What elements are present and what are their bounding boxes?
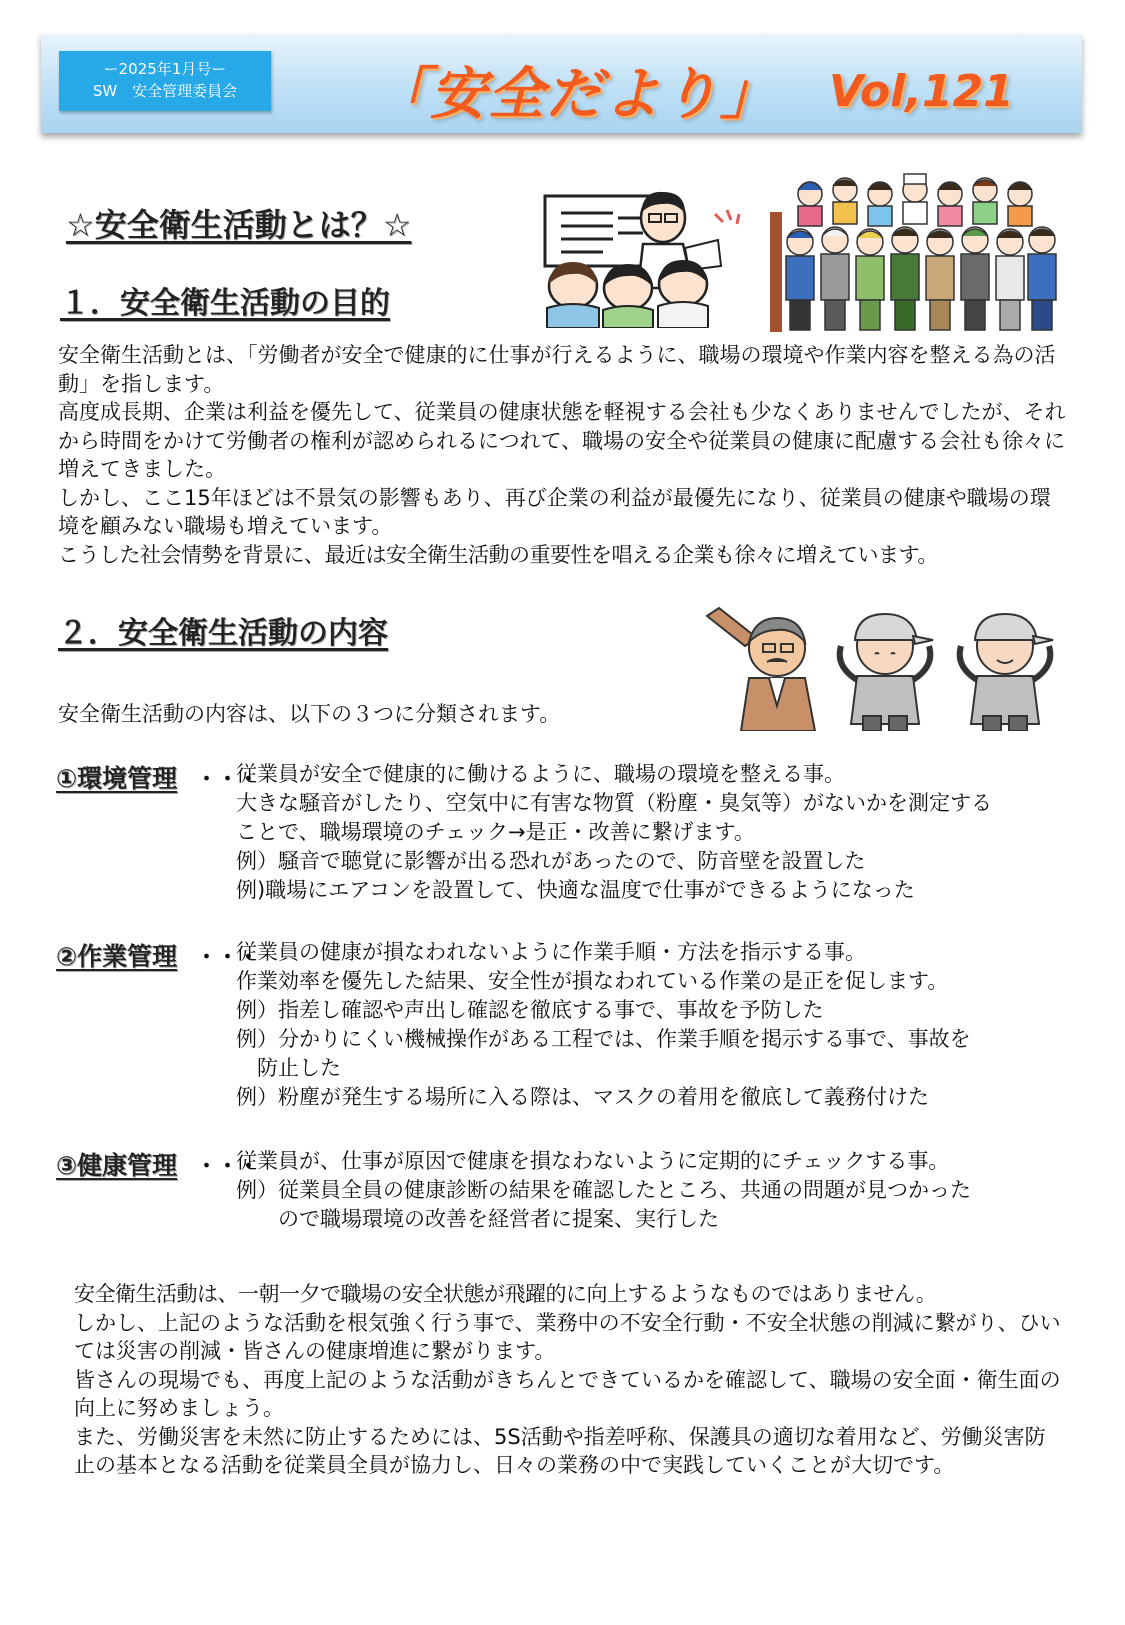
item-line: ことで、職場環境のチェック→是正・改善に繋げます。 <box>236 820 755 844</box>
committee-name: SW 安全管理委員会 <box>92 82 238 100</box>
item-line: 例）粉塵が発生する場所に入る際は、マスクの着用を徹底して義務付けた <box>236 1085 929 1109</box>
item-line: 大きな騒音がしたり、空気中に有害な物質（粉塵・臭気等）がないかを測定する <box>236 791 992 815</box>
item-line: 例)職場にエアコンを設置して、快適な温度で仕事ができるようになった <box>236 878 915 902</box>
item-label-health: ③健康管理 <box>56 1151 178 1180</box>
newsletter-title: 「安全だより」 <box>372 62 778 127</box>
item-line: 従業員が、仕事が原因で健康を損なわないように定期的にチェックする事。 <box>236 1149 950 1173</box>
item-separator: ・・・ <box>196 945 259 969</box>
issue-date: ー2025年1月号ー <box>103 60 227 78</box>
item-line: 例）指差し確認や声出し確認を徹底する事で、事故を予防した <box>236 998 824 1022</box>
item-text-work <box>236 938 971 1112</box>
item-line: 防止した <box>236 1056 341 1080</box>
item-line: 例）騒音で聴覚に影響が出る恐れがあったので、防音壁を設置した <box>236 849 866 873</box>
section1-paragraph: 安全衛生活動とは、「労働者が安全で健康的に仕事が行えるように、職場の環境や作業内容を整える為の活動」を指します。 <box>58 343 1056 396</box>
issue-info-box <box>59 51 271 111</box>
section1-paragraph: しかし、ここ15年ほどは不景気の影響もあり、再び企業の利益が最優先になり、従業員の健康や職場の環境を顧みない職場も増えています。 <box>58 485 1051 538</box>
section1-paragraph: こうした社会情勢を背景に、最近は安全衛生活動の重要性を唱える企業も徐々に増えています。 <box>58 542 938 567</box>
main-heading: ☆安全衛生活動とは？☆ <box>66 206 412 244</box>
item-line: 例）従業員全員の健康診断の結果を確認したところ、共通の問題が見つかった <box>236 1178 971 1202</box>
item-text-environment <box>236 760 992 905</box>
item-separator: ・・・ <box>196 1154 259 1178</box>
item-text-health <box>236 1147 971 1234</box>
section2-heading: ２．安全衛生活動の内容 <box>58 616 388 651</box>
section1-body <box>58 341 1068 569</box>
item-label-environment: ①環境管理 <box>56 764 178 793</box>
workers-crowd-illustration <box>770 172 1070 332</box>
volume-number: Vol,121 <box>829 66 1014 117</box>
item-line: ので職場環境の改善を経営者に提案、実行した <box>236 1207 719 1231</box>
header-banner <box>41 34 1082 133</box>
closing-paragraph: また、労働災害を未然に防止するためには、5S活動や指差呼称、保護具の適切な着用など、労働災害防止の基本となる活動を従業員全員が協力し、日々の業務の中で実践していくことが大切です。 <box>74 1424 1046 1477</box>
item-line: 例）分かりにくい機械操作がある工程では、作業手順を掲示する事で、事故を <box>236 1027 971 1051</box>
section2-intro: 安全衛生活動の内容は、以下の３つに分類されます。 <box>58 702 561 726</box>
item-line: 作業効率を優先した結果、安全性が損なわれている作業の是正を促します。 <box>236 969 949 993</box>
supervisor-workers-illustration <box>705 606 1070 731</box>
item-line: 従業員の健康が損なわれないように作業手順・方法を指示する事。 <box>236 940 866 964</box>
section1-paragraph: 高度成長期、企業は利益を優先して、従業員の健康状態を軽視する会社も少なくありませんでしたが、それから時間をかけて労働者の権利が認められるにつれて、職場の安全や従業員の健康に配慮する会社も徐々に増えてきました。 <box>58 400 1066 481</box>
closing-paragraph: 安全衛生活動は、一朝一夕で職場の安全状態が飛躍的に向上するようなものではありません。 <box>74 1282 937 1306</box>
lecture-illustration <box>543 188 763 328</box>
item-line: 従業員が安全で健康的に働けるように、職場の環境を整える事。 <box>236 762 845 786</box>
closing-paragraph: しかし、上記のような活動を根気強く行う事で、業務中の不安全行動・不安全状態の削減に繋がり、ひいては災害の削減・皆さんの健康増進に繋がります。 <box>74 1310 1061 1363</box>
item-label-work: ②作業管理 <box>56 942 178 971</box>
closing-body <box>74 1280 1064 1480</box>
item-separator: ・・・ <box>196 767 259 791</box>
section1-heading: １．安全衛生活動の目的 <box>60 286 390 321</box>
closing-paragraph: 皆さんの現場でも、再度上記のような活動がきちんとできているかを確認して、職場の安全面・衛生面の向上に努めましょう。 <box>74 1367 1061 1420</box>
